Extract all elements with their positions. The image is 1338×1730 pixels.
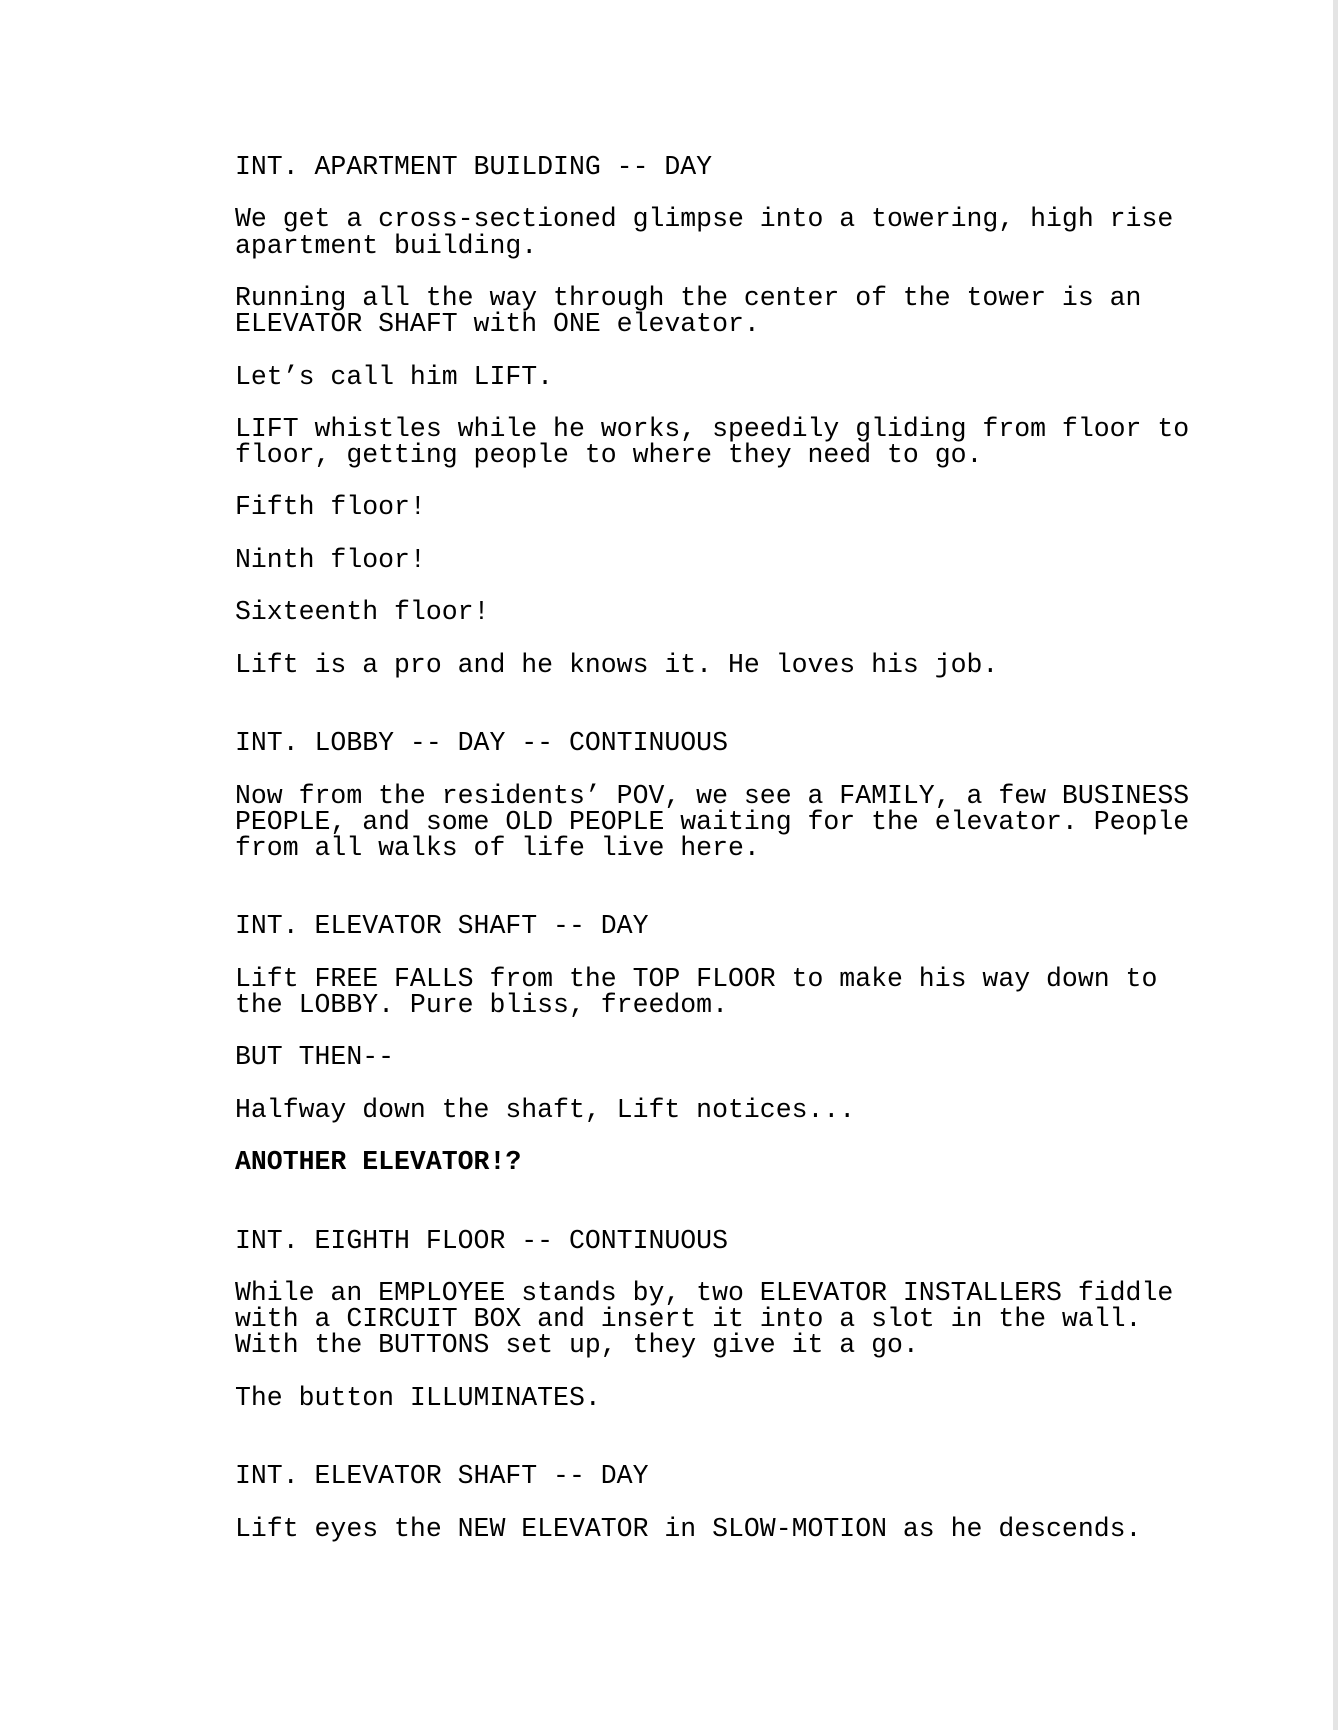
action-line: The button ILLUMINATES. xyxy=(235,1382,601,1413)
action-paragraph xyxy=(235,1042,1195,1073)
scene xyxy=(235,1463,1195,1542)
action-paragraph xyxy=(235,413,1195,471)
scene-heading: INT. LOBBY -- DAY -- CONTINUOUS xyxy=(235,728,728,759)
action-line: LIFT whistles while he works, speedily gliding from floor to xyxy=(235,413,1190,444)
screenplay-body xyxy=(235,154,1195,1542)
action-paragraph xyxy=(235,544,1195,575)
scene-heading: INT. ELEVATOR SHAFT -- DAY xyxy=(235,911,649,942)
scene xyxy=(235,730,1195,861)
action-line: apartment building. xyxy=(235,230,538,261)
action-paragraph xyxy=(235,204,1195,261)
action-line: While an EMPLOYEE stands by, two ELEVATOR INSTALLERS fiddle xyxy=(235,1278,1174,1309)
action-paragraph xyxy=(235,1094,1195,1125)
action-line: the LOBBY. Pure bliss, freedom. xyxy=(235,990,728,1021)
action-line: Sixteenth floor! xyxy=(235,597,490,628)
action-paragraph xyxy=(235,1280,1195,1359)
action-paragraph xyxy=(235,1382,1195,1413)
action-line: Halfway down the shaft, Lift notices... xyxy=(235,1094,856,1125)
action-paragraph xyxy=(235,780,1195,863)
action-line: PEOPLE, and some OLD PEOPLE waiting for the elevator. People xyxy=(235,806,1190,837)
action-line: BUT THEN-- xyxy=(235,1042,395,1073)
action-line: Lift FREE FALLS from the TOP FLOOR to make his way down to xyxy=(235,963,1158,994)
action-line: Ninth floor! xyxy=(235,544,426,575)
scene-heading: INT. EIGHTH FLOOR -- CONTINUOUS xyxy=(235,1225,728,1256)
action-line: We get a cross-sectioned glimpse into a towering, high rise xyxy=(235,204,1174,235)
action-line: floor, getting people to where they need to go. xyxy=(235,440,983,471)
action-paragraph xyxy=(235,1147,1195,1178)
action-paragraph xyxy=(235,597,1195,628)
action-line: Now from the residents’ POV, we see a FAMILY, a few BUSINESS xyxy=(235,780,1190,811)
action-paragraph xyxy=(235,492,1195,523)
action-line: With the BUTTONS set up, they give it a go. xyxy=(235,1330,919,1361)
action-paragraph xyxy=(235,649,1195,680)
action-line: from all walks of life live here. xyxy=(235,832,760,863)
action-line: with a CIRCUIT BOX and insert it into a slot in the wall. xyxy=(235,1304,1142,1335)
action-paragraph xyxy=(235,963,1195,1021)
action-paragraph xyxy=(235,282,1195,340)
action-line: Let’s call him LIFT. xyxy=(235,361,554,392)
scene xyxy=(235,1225,1195,1413)
action-line: Lift is a pro and he knows it. He loves his job. xyxy=(235,649,999,680)
action-paragraph xyxy=(235,1513,1195,1544)
emphasis-line: ANOTHER ELEVATOR!? xyxy=(235,1147,522,1178)
action-line: Lift eyes the NEW ELEVATOR in SLOW-MOTION as he descends. xyxy=(235,1513,1142,1544)
scene-heading: INT. APARTMENT BUILDING -- DAY xyxy=(235,152,713,182)
scene-heading: INT. ELEVATOR SHAFT -- DAY xyxy=(235,1461,649,1492)
scene xyxy=(235,154,1195,678)
scene xyxy=(235,911,1195,1178)
page-edge-shadow xyxy=(1333,0,1338,1730)
action-line: Running all the way through the center of the tower is an xyxy=(235,282,1142,313)
action-line: Fifth floor! xyxy=(235,492,426,523)
action-paragraph xyxy=(235,361,1195,392)
action-line: ELEVATOR SHAFT with ONE elevator. xyxy=(235,309,760,340)
